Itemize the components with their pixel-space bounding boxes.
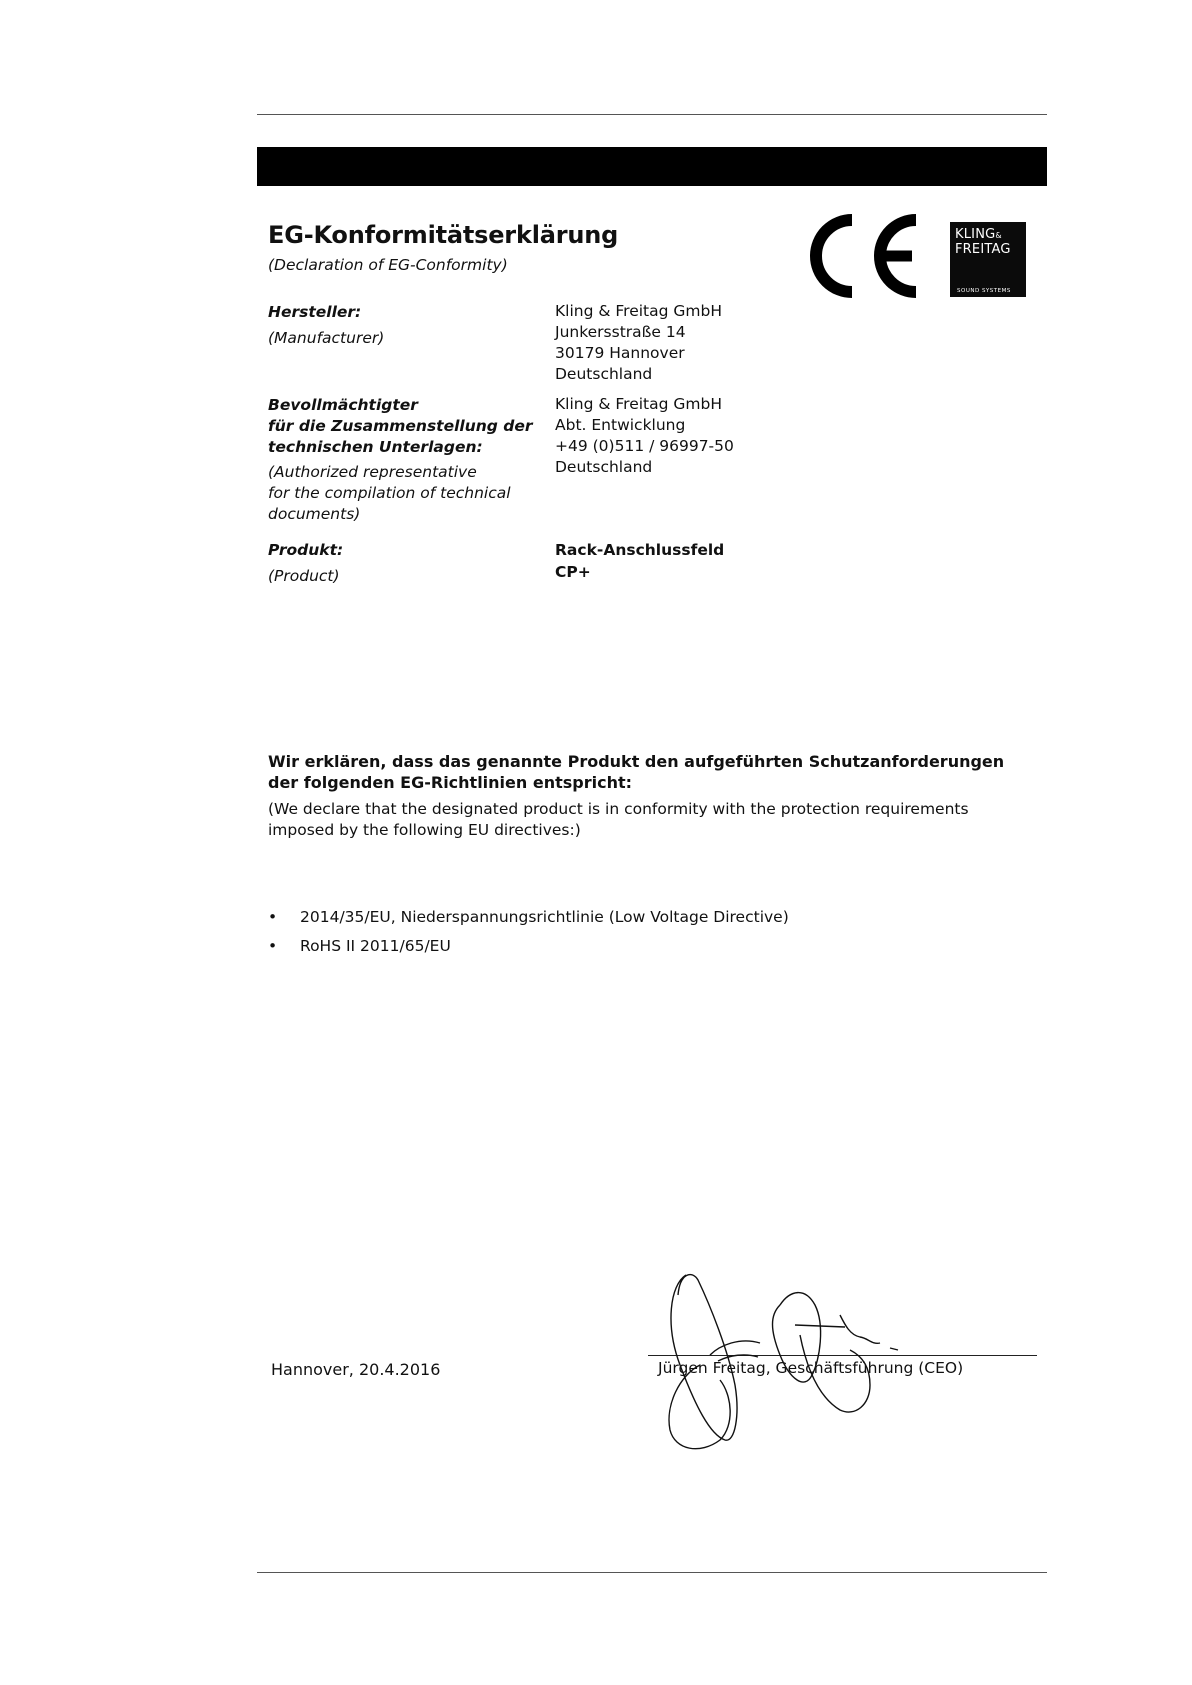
declaration-en: (We declare that the designated product is in conformity with the protection requirements imposed by the following EU directives:) <box>268 800 969 839</box>
representative-label <box>268 395 533 458</box>
address-line: Deutschland <box>555 458 653 476</box>
logo-amp: & <box>995 231 1002 240</box>
product-name: Rack-Anschlussfeld <box>555 541 725 559</box>
ce-mark-icon <box>806 212 924 300</box>
document-title: EG-Konformitätserklärung <box>268 221 619 249</box>
representative-label-line: technischen Unterlagen: <box>268 438 483 456</box>
logo-line2: FREITAG <box>955 242 1011 257</box>
representative-label-line: Bevollmächtigter <box>268 396 418 414</box>
representative-label-line: für die Zusammenstellung der <box>268 417 533 435</box>
product-label: Produkt: <box>268 541 344 559</box>
representative-label-en <box>268 462 511 525</box>
company-logo <box>950 222 1026 297</box>
directive-item: • 2014/35/EU, Niederspannungsrichtlinie (Low Voltage Directive) <box>268 903 789 932</box>
handwritten-signature <box>640 1265 940 1455</box>
document-subtitle: (Declaration of EG-Conformity) <box>268 256 508 274</box>
address-line: Kling & Freitag GmbH <box>555 395 722 413</box>
address-line: +49 (0)511 / 96997-50 <box>555 437 734 455</box>
directive-item: • RoHS II 2011/65/EU <box>268 932 789 961</box>
top-rule <box>257 114 1047 115</box>
address-line: Kling & Freitag GmbH <box>555 302 722 320</box>
address-line: Deutschland <box>555 365 653 383</box>
logo-line1: KLING <box>955 227 996 242</box>
representative-label-en-line: (Authorized representative <box>268 463 477 481</box>
manufacturer-address <box>555 301 722 385</box>
directives-list <box>268 903 789 961</box>
representative-address <box>555 394 734 478</box>
logo-line3: SOUND SYSTEMS <box>957 288 1011 294</box>
address-line: Abt. Entwicklung <box>555 416 686 434</box>
address-line: Junkersstraße 14 <box>555 323 686 341</box>
place-date: Hannover, 20.4.2016 <box>271 1360 441 1379</box>
product-model: CP+ <box>555 563 591 581</box>
manufacturer-label-en: (Manufacturer) <box>268 329 385 347</box>
header-bar <box>257 147 1047 186</box>
address-line: 30179 Hannover <box>555 344 685 362</box>
representative-label-en-line: for the compilation of technical <box>268 484 511 502</box>
signer-name: Jürgen Freitag, Geschäftsführung (CEO) <box>658 1359 964 1377</box>
product-label-en: (Product) <box>268 567 340 585</box>
manufacturer-label: Hersteller: <box>268 303 362 321</box>
representative-label-en-line: documents) <box>268 505 361 523</box>
bottom-rule <box>257 1572 1047 1573</box>
declaration-de: Wir erklären, dass das genannte Produkt den aufgeführten Schutzanforderungen der folgenden EG-Richtlinien entspricht: <box>268 752 1005 792</box>
